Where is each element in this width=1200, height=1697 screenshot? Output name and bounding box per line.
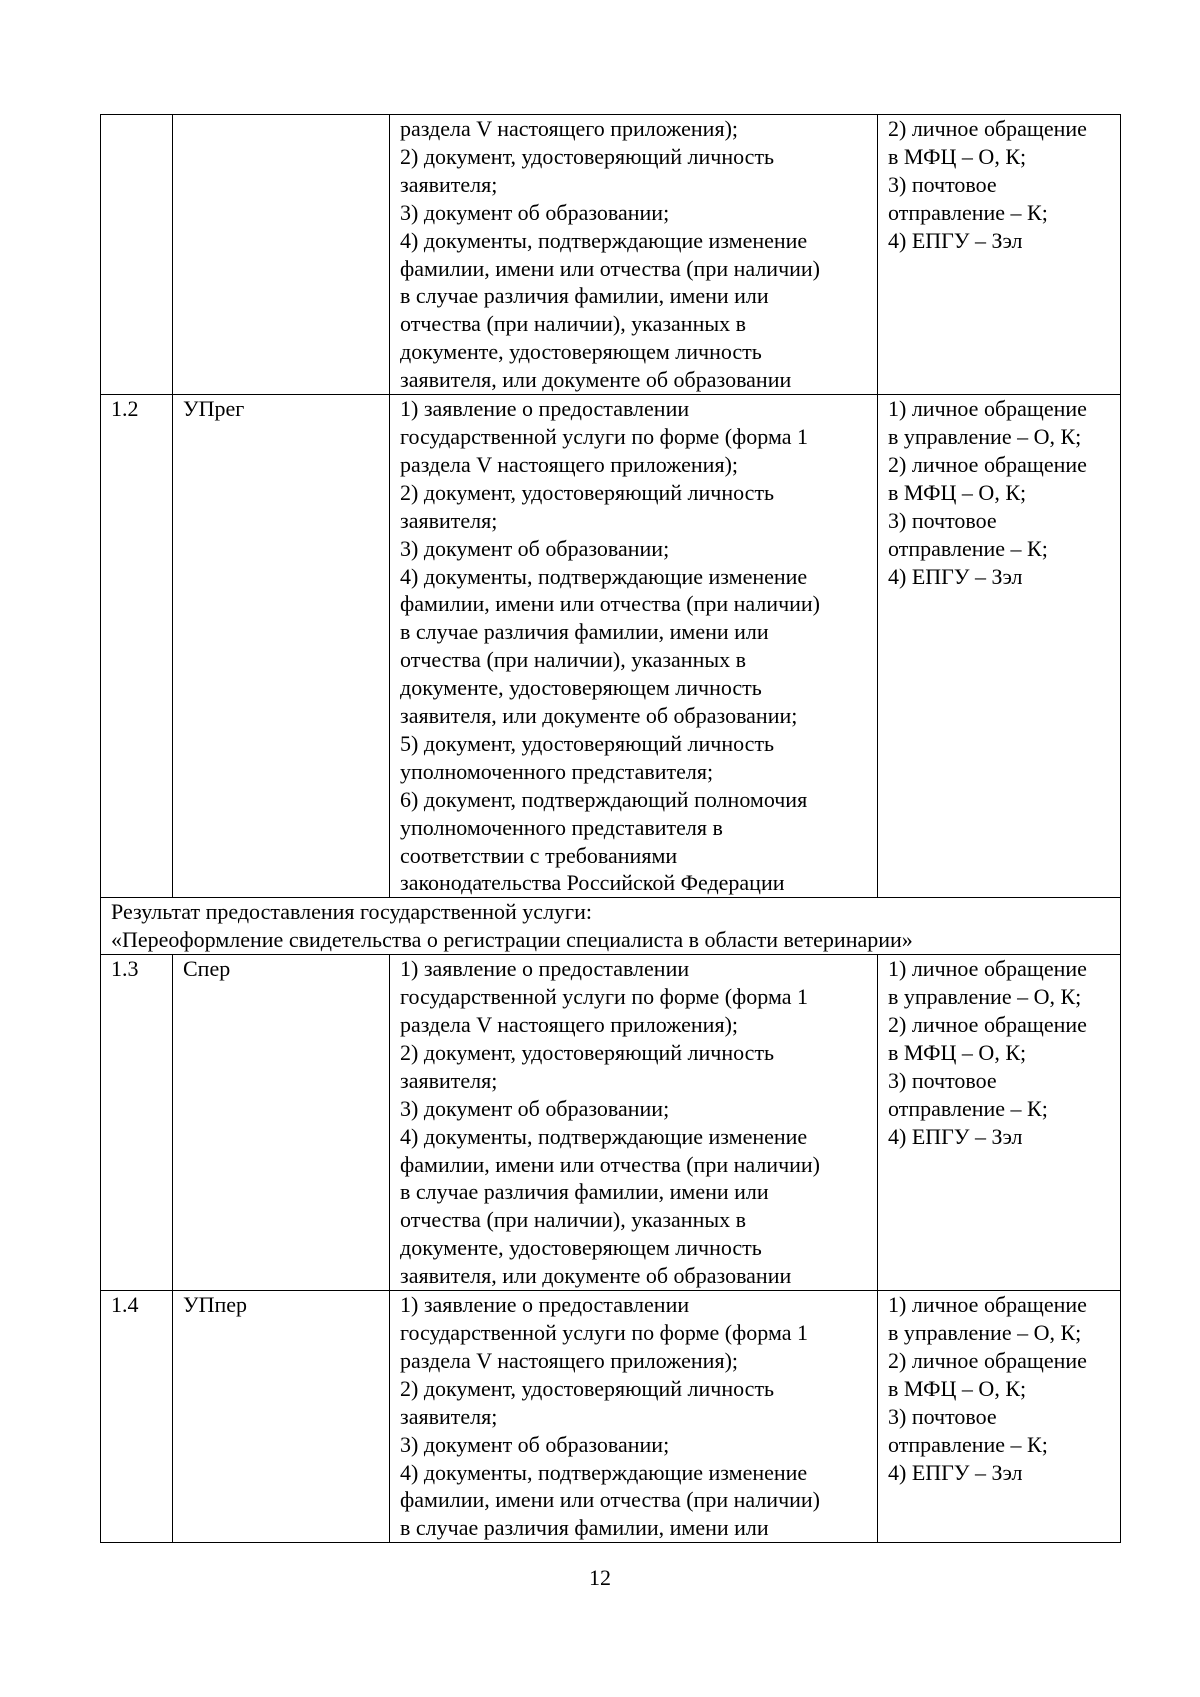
document-line: 4) документы, подтверждающие изменение: [400, 1123, 808, 1149]
document-page: [100, 114, 1120, 1543]
required-documents-cell: [390, 115, 878, 395]
method-line: в управление – О, К;: [888, 984, 1082, 1010]
document-line: 6) документ, подтверждающий полномочия: [400, 786, 808, 812]
document-line: раздела V настоящего приложения);: [400, 1012, 739, 1037]
method-line: отправление – К;: [888, 199, 1048, 225]
method-line: 2) личное обращение: [888, 116, 1087, 141]
document-line: 3) документ об образовании;: [400, 1095, 670, 1121]
document-line: 1) заявление о предоставлении: [400, 396, 690, 422]
document-line: раздела V настоящего приложения);: [400, 451, 739, 477]
result-code-cell: УПрег: [173, 395, 390, 898]
method-line: в МФЦ – О, К;: [888, 143, 1027, 169]
method-line: 4) ЕПГУ – Зэл: [888, 227, 1023, 253]
document-line: отчества (при наличии), указанных в: [400, 1207, 747, 1233]
document-line: фамилии, имени или отчества (при наличии): [400, 591, 821, 617]
document-line: государственной услуги по форме (форма 1: [400, 423, 808, 449]
document-line: раздела V настоящего приложения);: [400, 1347, 739, 1373]
document-line: соответствии с требованиями: [400, 842, 678, 868]
document-line: государственной услуги по форме (форма 1: [400, 984, 808, 1010]
method-line: в управление – О, К;: [888, 1319, 1082, 1345]
row-number-cell: 1.2: [101, 395, 173, 898]
document-line: 4) документы, подтверждающие изменение: [400, 227, 808, 253]
row-number-cell: 1.4: [101, 1291, 173, 1543]
method-line: отправление – К;: [888, 535, 1048, 561]
table-row: [101, 395, 1121, 898]
section-header-line: «Переоформление свидетельства о регистрации специалиста в области ветеринарии»: [111, 927, 913, 953]
method-line: 3) почтовое: [888, 171, 997, 197]
row-number-cell: 1.3: [101, 955, 173, 1291]
method-line: 3) почтовое: [888, 507, 997, 533]
document-line: заявителя;: [400, 507, 498, 533]
method-line: отправление – К;: [888, 1431, 1048, 1457]
document-line: документе, удостоверяющем личность: [400, 1235, 762, 1261]
method-line: 3) почтовое: [888, 1067, 997, 1093]
method-line: 2) личное обращение: [888, 1347, 1087, 1373]
method-line: 1) личное обращение: [888, 956, 1087, 982]
document-line: 1) заявление о предоставлении: [400, 956, 690, 982]
submission-methods-cell: [878, 1291, 1121, 1543]
method-line: отправление – К;: [888, 1095, 1048, 1121]
document-line: законодательства Российской Федерации: [400, 870, 785, 896]
section-header-line: Результат предоставления государственной услуги:: [111, 899, 592, 925]
method-line: 2) личное обращение: [888, 1012, 1087, 1037]
document-line: раздела V настоящего приложения);: [400, 116, 739, 141]
document-line: уполномоченного представителя в: [400, 814, 723, 840]
section-header-row: [101, 898, 1121, 955]
required-documents-cell: [390, 395, 878, 898]
submission-methods-cell: [878, 955, 1121, 1291]
submission-methods-cell: [878, 115, 1121, 395]
method-line: 3) почтовое: [888, 1403, 997, 1429]
method-line: 4) ЕПГУ – Зэл: [888, 1123, 1023, 1149]
table-row: [101, 115, 1121, 395]
document-line: 3) документ об образовании;: [400, 535, 670, 561]
result-code-cell: Спер: [173, 955, 390, 1291]
method-line: 2) личное обращение: [888, 451, 1087, 477]
method-line: в МФЦ – О, К;: [888, 479, 1027, 505]
document-line: заявителя;: [400, 171, 498, 197]
document-line: 2) документ, удостоверяющий личность: [400, 479, 775, 505]
document-line: в случае различия фамилии, имени или: [400, 619, 769, 645]
method-line: в МФЦ – О, К;: [888, 1039, 1027, 1065]
document-line: отчества (при наличии), указанных в: [400, 647, 747, 673]
documents-table: [100, 114, 1121, 1543]
document-line: отчества (при наличии), указанных в: [400, 311, 747, 337]
document-line: заявителя, или документе об образовании: [400, 1263, 792, 1289]
document-line: 5) документ, удостоверяющий личность: [400, 730, 775, 756]
document-line: 3) документ об образовании;: [400, 1431, 670, 1457]
method-line: в МФЦ – О, К;: [888, 1375, 1027, 1401]
document-line: документе, удостоверяющем личность: [400, 675, 762, 701]
method-line: 1) личное обращение: [888, 1292, 1087, 1318]
table-body: [101, 115, 1121, 1543]
document-line: 2) документ, удостоверяющий личность: [400, 1039, 775, 1065]
table-row: [101, 955, 1121, 1291]
method-line: в управление – О, К;: [888, 423, 1082, 449]
document-line: в случае различия фамилии, имени или: [400, 1179, 769, 1205]
document-line: 2) документ, удостоверяющий личность: [400, 143, 775, 169]
document-line: документе, удостоверяющем личность: [400, 339, 762, 365]
document-line: заявителя, или документе об образовании: [400, 367, 792, 393]
document-line: государственной услуги по форме (форма 1: [400, 1319, 808, 1345]
method-line: 1) личное обращение: [888, 396, 1087, 422]
table-row: [101, 1291, 1121, 1543]
document-line: 1) заявление о предоставлении: [400, 1292, 690, 1318]
document-line: 3) документ об образовании;: [400, 199, 670, 225]
document-line: 4) документы, подтверждающие изменение: [400, 563, 808, 589]
document-line: фамилии, имени или отчества (при наличии): [400, 1151, 821, 1177]
page-number: 12: [589, 1565, 611, 1590]
document-line: 4) документы, подтверждающие изменение: [400, 1459, 808, 1485]
method-line: 4) ЕПГУ – Зэл: [888, 1459, 1023, 1485]
document-line: заявителя;: [400, 1403, 498, 1429]
document-line: уполномоченного представителя;: [400, 758, 714, 784]
document-line: заявителя;: [400, 1067, 498, 1093]
document-line: в случае различия фамилии, имени или: [400, 283, 769, 309]
document-line: фамилии, имени или отчества (при наличии): [400, 255, 821, 281]
result-code-cell: УПпер: [173, 1291, 390, 1543]
submission-methods-cell: [878, 395, 1121, 898]
document-line: в случае различия фамилии, имени или: [400, 1515, 769, 1541]
document-line: фамилии, имени или отчества (при наличии): [400, 1487, 821, 1513]
required-documents-cell: [390, 1291, 878, 1543]
section-header-cell: [101, 898, 1121, 955]
row-number-cell: [101, 115, 173, 395]
method-line: 4) ЕПГУ – Зэл: [888, 563, 1023, 589]
document-line: 2) документ, удостоверяющий личность: [400, 1375, 775, 1401]
required-documents-cell: [390, 955, 878, 1291]
result-code-cell: [173, 115, 390, 395]
document-line: заявителя, или документе об образовании;: [400, 703, 798, 729]
